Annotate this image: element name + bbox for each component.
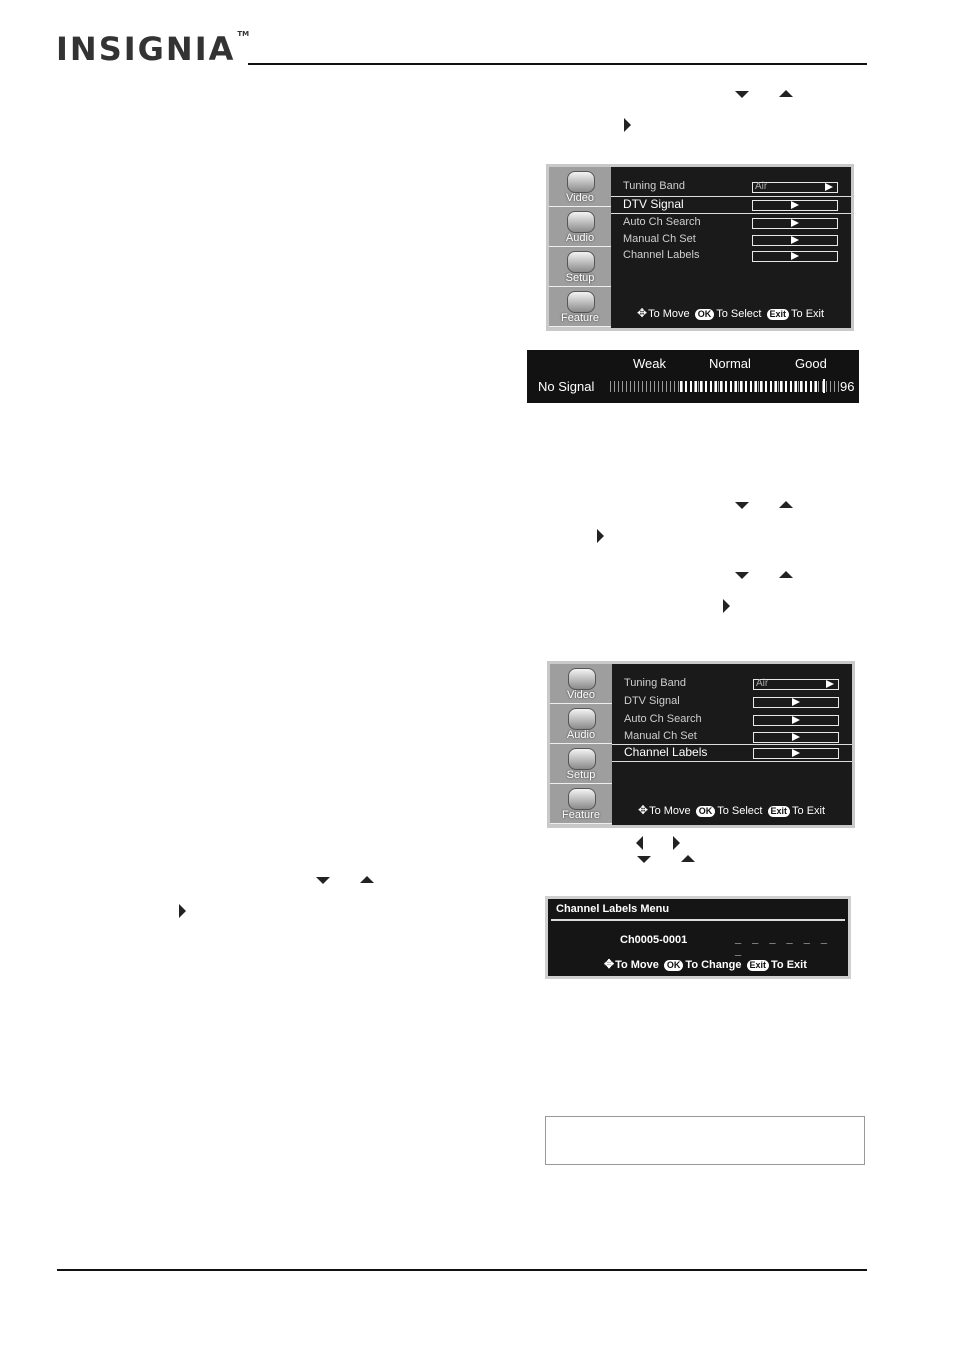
down-arrow-icon [735,91,749,98]
up-arrow-icon [779,501,793,508]
up-arrow-icon [779,90,793,97]
value-box [752,200,838,211]
menu-item-dtv-signal[interactable]: DTV Signal [612,694,852,710]
move-icon: ✥ [638,803,649,817]
exit-badge: Exit [747,960,770,971]
right-arrow-icon [723,599,730,613]
play-arrow-icon [791,252,799,260]
menu-hint: ✥To Move OK To Select Exit To Exit [637,306,825,320]
play-arrow-icon [792,698,800,706]
up-arrow-icon [360,876,374,883]
video-icon [567,171,595,193]
down-arrow-icon [316,877,330,884]
play-arrow-icon [825,183,833,191]
tab-video[interactable]: Video [549,167,611,207]
menu-item-manual-ch-set[interactable]: Manual Ch Set [611,232,851,248]
down-arrow-icon [637,856,651,863]
value-box [752,218,838,229]
insignia-logo: INSIGNIA ™ [56,30,250,68]
footer-rule [57,1269,867,1271]
signal-label-no-signal: No Signal [538,379,595,394]
exit-badge: Exit [768,806,791,817]
play-arrow-icon [792,749,800,757]
move-icon: ✥ [637,306,648,320]
menu-tabs [549,167,611,328]
left-arrow-icon [636,836,643,850]
exit-badge: Exit [767,309,790,320]
menu-items [612,664,852,825]
value-box [753,697,839,708]
up-arrow-icon [779,571,793,578]
play-arrow-icon [792,716,800,724]
menu-item-tuning-band[interactable]: Tuning Band Air [611,179,851,195]
signal-label-weak: Weak [633,356,666,371]
note-box [545,1116,865,1165]
up-arrow-icon [681,855,695,862]
tab-setup[interactable]: Setup [550,744,612,784]
channel-labels-title: Channel Labels Menu [556,903,670,915]
menu-item-tuning-band[interactable]: Tuning Band Air [612,676,852,692]
signal-label-good: Good [795,356,827,371]
tab-setup[interactable]: Setup [549,247,611,287]
menu-item-manual-ch-set[interactable]: Manual Ch Set [612,729,852,745]
feature-icon [568,788,596,810]
label-input-slots[interactable]: _ _ _ _ _ _ _ [735,933,831,957]
value-box: Air [753,679,839,690]
feature-icon [567,291,595,313]
value-box: Air [752,182,838,193]
menu-item-channel-labels[interactable]: Channel Labels [612,744,852,762]
right-arrow-icon [597,529,604,543]
menu-item-dtv-signal[interactable]: DTV Signal [611,196,851,214]
play-arrow-icon [792,733,800,741]
tab-feature[interactable]: Feature [549,287,611,327]
channel-number: Ch0005-0001 [620,934,688,946]
play-arrow-icon [826,680,834,688]
play-arrow-icon [791,219,799,227]
tab-video[interactable]: Video [550,664,612,704]
header-rule [248,63,867,65]
setup-menu-channel-labels [547,661,855,828]
value-box [753,715,839,726]
channel-labels-menu [545,896,851,979]
menu-tabs [550,664,612,825]
signal-level-marker [823,379,825,393]
menu-item-channel-labels[interactable]: Channel Labels [611,248,851,264]
signal-value: 96 [840,379,855,394]
setup-icon [567,251,595,273]
tab-audio[interactable]: Audio [550,704,612,744]
setup-menu-dtv-signal [546,164,854,331]
play-arrow-icon [791,236,799,244]
trademark: TM [237,30,250,38]
menu-items [611,167,851,328]
right-arrow-icon [179,904,186,918]
down-arrow-icon [735,502,749,509]
right-arrow-icon [673,836,680,850]
speaker-icon [568,708,596,730]
signal-strength-meter [527,350,859,403]
setup-icon [568,748,596,770]
menu-hint: ✥To Move OK To Select Exit To Exit [638,803,826,817]
value-box [753,748,839,759]
ok-badge: OK [664,960,684,971]
signal-ticks-strong [680,381,820,392]
move-icon: ✥ [604,957,615,971]
tab-audio[interactable]: Audio [549,207,611,247]
menu-item-auto-ch-search[interactable]: Auto Ch Search [612,712,852,728]
value-box [753,732,839,743]
divider [551,919,845,921]
value-box [752,235,838,246]
signal-label-normal: Normal [709,356,751,371]
down-arrow-icon [735,572,749,579]
right-arrow-icon [624,118,631,132]
play-arrow-icon [791,201,799,209]
ok-badge: OK [695,309,715,320]
speaker-icon [567,211,595,233]
ok-badge: OK [696,806,716,817]
video-icon [568,668,596,690]
menu-item-auto-ch-search[interactable]: Auto Ch Search [611,215,851,231]
channel-labels-hint: ✥To Move OK To Change Exit To Exit [604,957,807,971]
tab-feature[interactable]: Feature [550,784,612,824]
value-box [752,251,838,262]
